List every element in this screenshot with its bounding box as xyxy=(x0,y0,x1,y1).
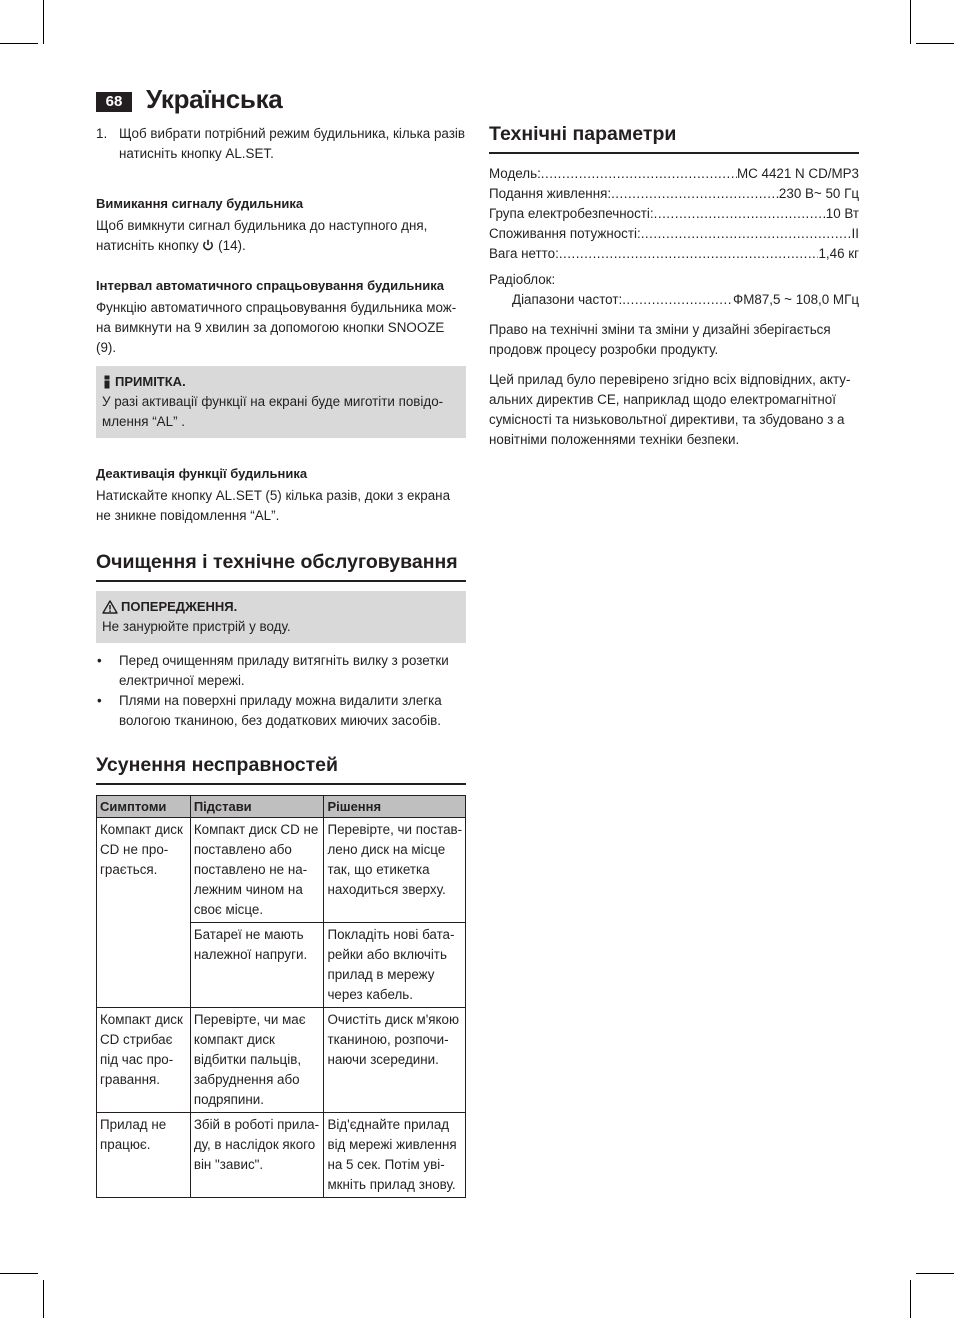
cleaning-title: Очищення і технічне обслуговування xyxy=(96,552,466,582)
troubleshooting-title: Усунення несправностей xyxy=(96,755,466,785)
symptom-cell: Компакт диск CD стрибає під час про-гравання. xyxy=(97,1008,191,1113)
note-text: У разі активації функції на екрані буде миготіти повідо-млення “AL” . xyxy=(102,394,444,429)
right-column xyxy=(489,124,859,450)
header-causes: Підстави xyxy=(190,796,324,818)
crop-mark xyxy=(43,0,44,44)
deactivate-text: Натискайте кнопку AL.SET (5) кілька разів, доки з екрана не зникне повідомлення “AL”. xyxy=(96,488,451,523)
page-title: Українська xyxy=(146,84,283,114)
solution-cell: Очистіть диск м'якою тканиною, розпочи-наючи зсередини. xyxy=(324,1008,466,1113)
spec-row: Група електробезпечності: ..... 10 Вт xyxy=(489,204,859,224)
power-icon xyxy=(202,239,214,251)
crop-mark xyxy=(910,1280,911,1318)
page-number: 68 xyxy=(96,92,132,112)
crop-mark xyxy=(916,43,954,44)
cause-cell: Перевірте, чи має компакт диск відбитки пальців, забруднення або подряпини. xyxy=(190,1008,324,1113)
crop-mark xyxy=(910,0,911,44)
alarm-off-text: Щоб вимкнути сигнал будильника до наступного дня, натисніть кнопку (14). xyxy=(96,218,428,253)
specs-title: Технічні параметри xyxy=(489,124,859,154)
header-symptoms: Симптоми xyxy=(97,796,191,818)
crop-mark xyxy=(0,1273,38,1274)
spec-row: Вага нетто: ..... 1,46 кг xyxy=(489,244,859,264)
step-number: 1. xyxy=(96,126,108,141)
spec-row: Подання живлення: ..... 230 В~ 50 Гц xyxy=(489,184,859,204)
cause-cell: Батареї не мають належної напруги. xyxy=(190,923,324,1008)
numbered-step xyxy=(96,124,466,164)
warning-icon xyxy=(102,600,118,614)
spec-row-frequency: Діапазони частот: ..... ФМ87,5 ~ 108,0 МГц xyxy=(489,290,859,310)
table-row xyxy=(97,818,466,923)
solution-cell: Від'єднайте прилад від мережі живлення на 5 сек. Потім уві-мкніть прилад знову. xyxy=(324,1113,466,1198)
table-header-row xyxy=(97,796,466,818)
troubleshooting-table xyxy=(96,795,466,1198)
spec-row: Модель: ..... MC 4421 N CD/MP3 xyxy=(489,164,859,184)
snooze-heading: Інтервал автоматичного спрацьовування будильника xyxy=(96,278,444,293)
list-item: • Перед очищенням приладу витягніть вилку з розетки електричної мережі. xyxy=(97,653,449,688)
warning-text: Не занурюйте пристрій у воду. xyxy=(102,619,291,634)
symptom-cell: Компакт диск CD не про-грається. xyxy=(97,818,191,1008)
table-row xyxy=(97,1008,466,1113)
crop-mark xyxy=(43,1280,44,1318)
radio-label: Радіоблок: xyxy=(489,272,556,287)
symptom-cell: Прилад не працює. xyxy=(97,1113,191,1198)
ce-compliance-paragraph: Цей прилад було перевірено згідно всіх відповідних, акту-альних директив CE, наприклад щодо електромагнітної сумісності та низьковольтної директиви, та збудовано з а новітніми положеннями техніки безпеки. xyxy=(489,372,851,447)
info-icon xyxy=(102,375,112,389)
deactivate-heading: Деактивація функції будильника xyxy=(96,466,308,481)
spec-row: Споживання потужності: ..... II xyxy=(489,224,859,244)
warning-box xyxy=(96,591,466,643)
left-column xyxy=(96,124,466,1198)
solution-cell: Покладіть нові бата-рейки або включіть прилад в мережу через кабель. xyxy=(324,923,466,1008)
crop-mark xyxy=(0,43,38,44)
table-row xyxy=(97,1113,466,1198)
header-solutions: Рішення xyxy=(324,796,466,818)
solution-cell: Перевірте, чи постав-лено диск на місце так, що етикетка находиться зверху. xyxy=(324,818,466,923)
design-change-paragraph: Право на технічні зміни та зміни у дизайні зберігається продовж процесу розробки продукту. xyxy=(489,322,831,357)
alarm-off-heading: Вимикання сигналу будильника xyxy=(96,196,304,211)
note-box xyxy=(96,366,466,438)
specs-list xyxy=(489,164,859,310)
note-title: ПРИМІТКА. xyxy=(102,372,460,392)
warning-title: ПОПЕРЕДЖЕННЯ. xyxy=(102,597,460,617)
crop-mark xyxy=(916,1273,954,1274)
cleaning-list xyxy=(96,651,466,731)
cause-cell: Компакт диск CD не поставлено або поставлено не на-лежним чином на своє місце. xyxy=(190,818,324,923)
list-item: • Плями на поверхні приладу можна видалити злегка вологою тканиною, без додаткових миючих засобів. xyxy=(97,693,442,728)
snooze-text: Функцію автоматичного спрацьовування будильника мож-на вимкнути на 9 хвилин за допомогою кнопки SNOOZE (9). xyxy=(96,300,457,355)
step-text: Щоб вибрати потрібний режим будильника, кілька разів натисніть кнопку AL.SET. xyxy=(119,126,465,161)
cause-cell: Збій в роботі прила-ду, в наслідок якого він "завис". xyxy=(190,1113,324,1198)
